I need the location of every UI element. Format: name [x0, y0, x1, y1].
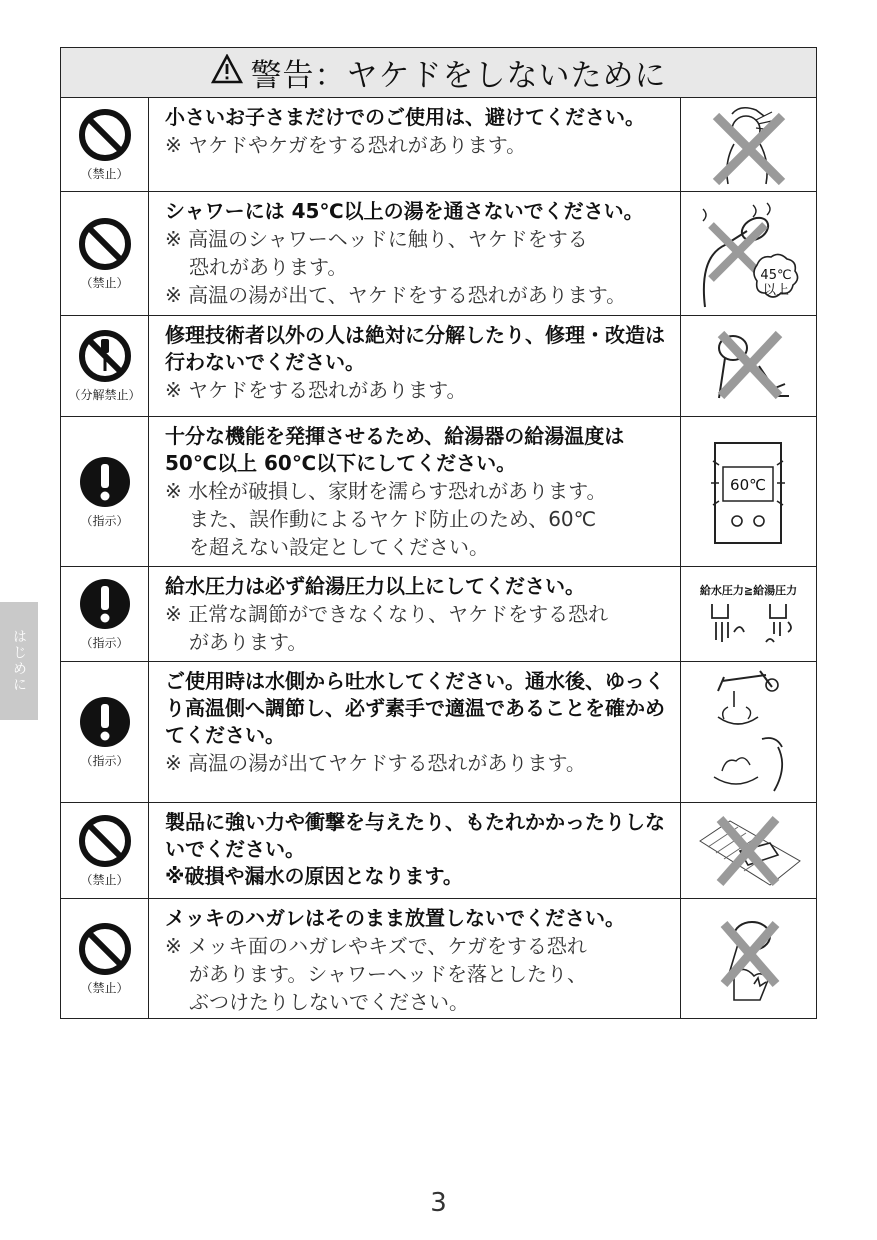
warning-note: ※ ヤケドをする恐れがあります。	[165, 378, 467, 402]
hot-shower-illustration	[681, 192, 816, 315]
warning-row	[61, 899, 816, 1018]
warning-main-text: 十分な機能を発揮させるため、給湯器の給湯温度は 50℃以上 60℃以下にしてください。	[165, 424, 625, 475]
prohibition-symbol: （禁止）	[61, 98, 149, 191]
warning-note: また、誤作動によるヤケド防止のため、60℃	[189, 507, 597, 531]
mandatory-icon	[78, 455, 132, 509]
hand-test-illustration	[681, 662, 816, 802]
warning-row	[61, 567, 816, 662]
warning-note: ※ 正常な調節ができなくなり、ヤケドをする恐れ	[165, 602, 609, 626]
warning-note: ※ ヤケドやケガをする恐れがあります。	[165, 133, 527, 157]
warning-note: ※ メッキ面のハガレやキズで、ケガをする恐れ	[165, 934, 587, 958]
warning-note: ※ 水栓が破損し、家財を濡らす恐れがあります。	[165, 479, 607, 503]
mandatory-icon	[78, 695, 132, 749]
page-number: 3	[430, 1188, 447, 1218]
prohibition-symbol: （禁止）	[61, 899, 149, 1018]
warning-note: を超えない設定としてください。	[189, 535, 489, 559]
warning-note: があります。	[189, 630, 308, 654]
warning-main-text: 製品に強い力や衝撃を与えたり、もたれかかったりしないでください。	[165, 810, 665, 861]
instruction-symbol: （指示）	[61, 417, 149, 566]
prohibited-icon	[78, 922, 132, 976]
instruction-symbol: （指示）	[61, 662, 149, 802]
temperature-label: 以上	[762, 282, 789, 298]
warning-note: があります。シャワーヘッドを落としたり、	[189, 962, 587, 986]
section-tab: はじめに	[0, 602, 38, 720]
warning-note: ※破損や漏水の原因となります。	[165, 864, 463, 888]
temperature-label: 45℃	[759, 267, 792, 283]
prohibited-icon	[78, 814, 132, 868]
prohibited-icon	[78, 217, 132, 271]
warning-header	[61, 48, 816, 98]
warning-row	[61, 803, 816, 899]
warning-title: 警告：ヤケドをしないために	[250, 58, 667, 94]
warning-row	[61, 98, 816, 192]
leaning-illustration	[681, 803, 816, 898]
plating-illustration	[681, 899, 816, 1018]
warning-note: ※ 高温の湯が出て、ヤケドをする恐れがあります。	[165, 283, 627, 307]
warning-row	[61, 316, 816, 417]
warning-row	[61, 662, 816, 803]
warning-main-text: 給水圧力は必ず給湯圧力以上にしてください。	[165, 574, 585, 598]
prohibition-symbol: （禁止）	[61, 192, 149, 315]
warning-main-text: 小さいお子さまだけでのご使用は、避けてください。	[165, 105, 645, 129]
warning-note: ※ 高温の湯が出てヤケドする恐れがあります。	[165, 751, 586, 775]
child-shower-illustration	[681, 98, 816, 191]
warning-row	[61, 192, 816, 316]
instruction-symbol: （指示）	[61, 567, 149, 661]
pressure-label: 給水圧力≧給湯圧力	[699, 584, 798, 597]
warning-table	[60, 47, 817, 1019]
heater-temperature: 60℃	[729, 475, 766, 494]
mandatory-icon	[78, 577, 132, 631]
warning-main-text: ご使用時は水側から吐水してください。通水後、ゆっくり高温側へ調節し、必ず素手で適温であることを確かめてください。	[165, 669, 665, 747]
warning-note: ぶつけたりしないでください。	[189, 990, 469, 1014]
warning-main-text: 修理技術者以外の人は絶対に分解したり、修理・改造は行わないでください。	[165, 323, 665, 374]
prohibition-symbol: （分解禁止）	[61, 316, 149, 416]
warning-main-text: メッキのハガレはそのまま放置しないでください。	[165, 906, 625, 930]
warning-note: 恐れがあります。	[189, 255, 348, 279]
pressure-illustration	[681, 567, 816, 661]
warning-note: ※ 高温のシャワーヘッドに触り、ヤケドをする	[165, 227, 588, 251]
disassembly-illustration	[681, 316, 816, 416]
prohibited-icon	[78, 108, 132, 162]
water-heater-illustration	[681, 417, 816, 566]
prohibition-symbol: （禁止）	[61, 803, 149, 898]
warning-main-text: シャワーには 45℃以上の湯を通さないでください。	[165, 199, 644, 223]
warning-row	[61, 417, 816, 567]
no-disassembly-icon	[78, 329, 132, 383]
warning-triangle-icon	[211, 54, 243, 92]
